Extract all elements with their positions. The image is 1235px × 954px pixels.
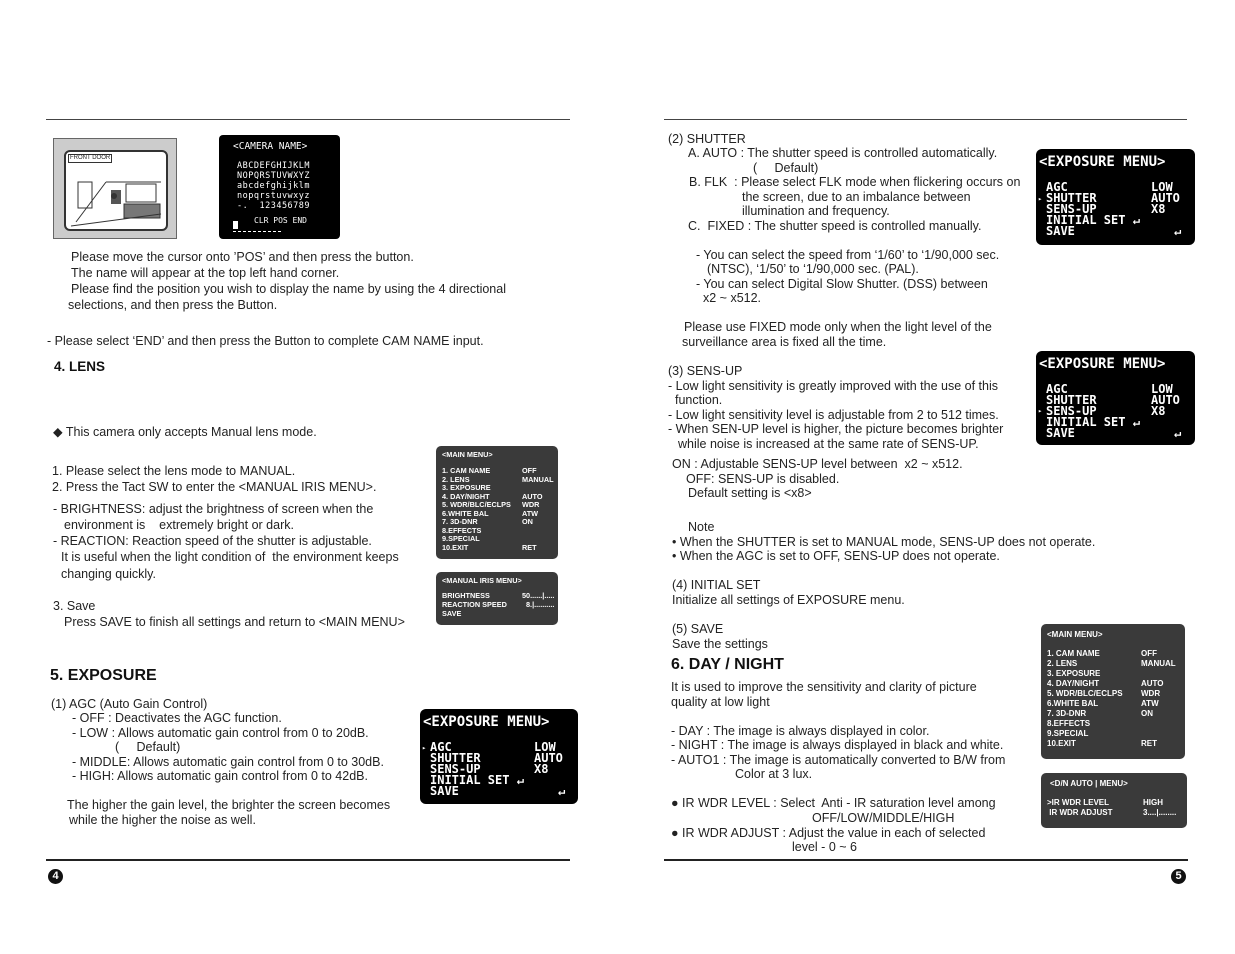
brightness-desc: - BRIGHTNESS: adjust the brightness of screen when the <box>53 502 374 516</box>
menu-item: BRIGHTNESS <box>442 591 490 600</box>
gain-note: The higher the gain level, the brighter the screen becomes <box>67 798 391 812</box>
page-number-left: 4 <box>48 869 63 884</box>
menu-item: 5. WDR/BLC/ECLPS <box>1047 689 1123 698</box>
menu-value: HIGH <box>1143 798 1163 807</box>
daynight-line: - NIGHT : The image is always displayed in black and white. <box>671 738 1004 752</box>
camera-name-title: <CAMERA NAME> <box>233 141 308 152</box>
agc-line: - LOW : Allows automatic gain control from 0 to 20dB. <box>72 726 369 740</box>
right-top-rule <box>664 119 1187 120</box>
cursor-icon: ▸ <box>422 744 427 752</box>
exposure-menu-title: <EXPOSURE MENU> <box>423 714 550 730</box>
menu-value: AUTO <box>534 751 563 765</box>
daynight-line: quality at low light <box>671 695 770 709</box>
menu-value: AUTO <box>1151 191 1180 205</box>
menu-item: SAVE <box>442 608 462 618</box>
menu-item: SAVE <box>1046 426 1075 440</box>
sensup-line: - Low light sensitivity is greatly improved with the use of this <box>668 379 998 393</box>
lens-step: 2. Press the Tact SW to enter the <MANUAL IRIS MENU>. <box>52 480 377 494</box>
agc-line: (1) AGC (Auto Gain Control) <box>51 697 208 711</box>
menu-value: ON <box>522 517 533 526</box>
shutter-line: A. AUTO : The shutter speed is controlled automatically. <box>688 146 998 160</box>
menu-value: AUTO <box>522 491 543 501</box>
shutter-line: - You can select the speed from ‘1/60’ to ‘1/90,000 sec. <box>696 248 1000 262</box>
menu-value: RET <box>522 542 537 552</box>
cam-step: Please move the cursor onto ’POS’ and then press the button. <box>71 250 414 264</box>
menu-item: 6.WHITE BAL <box>442 508 489 518</box>
menu-item: SHUTTER <box>1046 191 1097 205</box>
charset-row: nopqrstuvwxyz <box>237 191 311 201</box>
menu-value: ↵ <box>1174 426 1182 440</box>
save-line: (5) SAVE <box>672 622 724 636</box>
menu-item: 10.EXIT <box>1047 739 1076 748</box>
sensup-line: OFF: SENS-UP is disabled. <box>686 472 840 486</box>
shutter-line: x2 ~ x512. <box>703 291 762 305</box>
menu-item: 10.EXIT <box>442 542 469 552</box>
menu-item: SAVE <box>430 784 459 798</box>
daynight-heading: 6. DAY / NIGHT <box>671 656 784 673</box>
menu-value: AUTO <box>1141 679 1164 688</box>
exposure-heading: 5. EXPOSURE <box>50 667 157 684</box>
menu-item: SENS-UP <box>1046 404 1097 418</box>
shutter-line: C. FIXED : The shutter speed is controlled manually. <box>688 219 982 233</box>
agc-line: - MIDDLE: Allows automatic gain control from 0 to 30dB. <box>72 755 384 769</box>
shutter-line: (2) SHUTTER <box>668 132 746 146</box>
input-underline <box>233 231 281 232</box>
brightness-desc: environment is extremely bright or dark. <box>64 518 294 532</box>
daynight-line: ● IR WDR LEVEL : Select Anti - IR saturation level among <box>671 796 996 810</box>
end-note: - Please select ‘END’ and then press the Button to complete CAM NAME input. <box>47 334 484 348</box>
cursor-icon: ▸ <box>1038 407 1043 415</box>
menu-value: OFF <box>1141 649 1157 658</box>
gain-note: while the higher the noise as well. <box>69 813 256 827</box>
menu-value: 3....|........ <box>1143 808 1177 817</box>
menu-item: AGC <box>1046 180 1068 194</box>
cam-step: Please find the position you wish to display the name by using the 4 directional <box>71 282 506 296</box>
sensup-line: Note <box>688 520 715 534</box>
main-menu-osd-right <box>1041 624 1185 759</box>
save-step: 3. Save <box>53 599 96 613</box>
menu-value: ↵ <box>1174 224 1182 238</box>
menu-item: SENS-UP <box>1046 202 1097 216</box>
sensup-line: function. <box>675 393 723 407</box>
menu-item: 1. CAM NAME <box>1047 649 1100 658</box>
main-menu-title: <MAIN MENU> <box>1047 630 1103 639</box>
charset-row: -. 123456789 <box>237 201 311 211</box>
shutter-line: Please use FIXED mode only when the light level of the <box>684 320 992 334</box>
menu-item: SHUTTER <box>1046 393 1097 407</box>
menu-item: 2. LENS <box>442 474 470 484</box>
right-bottom-rule <box>664 859 1188 861</box>
manual-iris-menu-osd <box>436 572 558 625</box>
sensup-line: Default setting is <x8> <box>688 486 812 500</box>
daynight-line: Color at 3 lux. <box>735 767 813 781</box>
menu-item: IR WDR ADJUST <box>1047 808 1113 817</box>
daynight-line: - AUTO1 : The image is automatically converted to B/W from <box>671 753 1006 767</box>
lens-heading: 4. LENS <box>54 359 106 374</box>
menu-item: SENS-UP <box>430 762 481 776</box>
menu-value: WDR <box>1141 689 1161 698</box>
shutter-line: ( Default) <box>753 161 819 175</box>
shutter-line: - You can select Digital Slow Shutter. (DSS) between <box>696 277 988 291</box>
menu-value: MANUAL <box>1141 659 1176 668</box>
agc-line: - OFF : Deactivates the AGC function. <box>72 711 282 725</box>
menu-value: LOW <box>1151 382 1173 396</box>
menu-value: X8 <box>534 762 549 776</box>
sensup-line: • When the AGC is set to OFF, SENS-UP does not operate. <box>672 549 1000 563</box>
exposure-menu-title: <EXPOSURE MENU> <box>1039 154 1166 170</box>
main-menu-osd <box>436 446 558 559</box>
photo-label: FRONT DOOR <box>70 155 111 161</box>
menu-item: INITIAL SET ↵ <box>430 773 524 787</box>
menu-item: 9.SPECIAL <box>442 534 480 543</box>
shutter-line: (NTSC), ‘1/50’ to ‘1/90,000 sec. (PAL). <box>707 262 919 276</box>
reaction-desc: It is useful when the light condition of the environment keeps <box>61 550 399 564</box>
reaction-desc: - REACTION: Reaction speed of the shutter is adjustable. <box>53 534 372 548</box>
sensup-line: (3) SENS-UP <box>668 364 743 378</box>
menu-item: 6.WHITE BAL <box>1047 699 1099 708</box>
menu-value: OFF <box>522 466 537 475</box>
menu-item: 5. WDR/BLC/ECLPS <box>442 500 511 509</box>
exposure-menu-title: <EXPOSURE MENU> <box>1039 356 1166 372</box>
left-top-rule <box>46 119 570 120</box>
cam-step: The name will appear at the top left hand corner. <box>71 266 340 280</box>
menu-item: >IR WDR LEVEL <box>1047 798 1110 807</box>
sensup-line: • When the SHUTTER is set to MANUAL mode, SENS-UP does not operate. <box>672 535 1096 549</box>
shutter-line: B. FLK : Please select FLK mode when flickering occurs on <box>689 175 1021 189</box>
lens-note: ◆ This camera only accepts Manual lens mode. <box>53 425 317 439</box>
menu-item: 7. 3D-DNR <box>1047 709 1087 718</box>
menu-value: 8.|.......... <box>526 600 555 609</box>
menu-item: 1. CAM NAME <box>442 466 491 475</box>
shutter-line: surveillance area is fixed all the time. <box>682 335 887 349</box>
agc-line: - HIGH: Allows automatic gain control from 0 to 42dB. <box>72 769 368 783</box>
sensup-line: - When SEN-UP level is higher, the picture becomes brighter <box>668 422 1004 436</box>
daynight-line: OFF/LOW/MIDDLE/HIGH <box>812 811 955 825</box>
left-bottom-rule <box>46 859 570 861</box>
menu-item: 8.EFFECTS <box>442 525 482 535</box>
exposure-menu-osd-agc <box>420 709 578 804</box>
charset-row: abcdefghijklm <box>237 181 311 191</box>
cursor-icon: ▸ <box>1038 195 1043 203</box>
sensup-line: - Low light sensitivity level is adjustable from 2 to 512 times. <box>668 408 999 422</box>
menu-item: 3. EXPOSURE <box>442 483 491 492</box>
menu-item: SAVE <box>1046 224 1075 238</box>
save-step: Press SAVE to finish all settings and return to <MAIN MENU> <box>64 615 405 629</box>
menu-value: LOW <box>1151 180 1173 194</box>
daynight-line: level - 0 ~ 6 <box>792 840 857 854</box>
lens-step: 1. Please select the lens mode to MANUAL. <box>52 464 296 478</box>
daynight-line: - DAY : The image is always displayed in color. <box>671 724 930 738</box>
cam-step: selections, and then press the Button. <box>68 298 278 312</box>
charset-row: ABCDEFGHIJKLM <box>237 161 311 171</box>
dn-menu-title: <D/N AUTO | MENU> <box>1050 779 1128 788</box>
sensup-line: ON : Adjustable SENS-UP level between x2 ~ x512. <box>672 457 963 471</box>
initial-line: Initialize all settings of EXPOSURE menu. <box>672 593 905 607</box>
menu-item: INITIAL SET ↵ <box>1046 213 1140 227</box>
main-menu-title: <MAIN MENU> <box>442 450 493 459</box>
menu-value: X8 <box>1151 404 1166 418</box>
menu-value: LOW <box>534 740 556 754</box>
menu-item: AGC <box>1046 382 1068 396</box>
menu-item: 8.EFFECTS <box>1047 719 1091 728</box>
menu-value: 50......|..... <box>522 591 555 600</box>
menu-item: AGC <box>430 740 452 754</box>
menu-item: 9.SPECIAL <box>1047 729 1089 738</box>
reaction-desc: changing quickly. <box>61 567 156 581</box>
menu-value: AUTO <box>1151 393 1180 407</box>
menu-item: 3. EXPOSURE <box>1047 669 1101 678</box>
menu-value: ATW <box>1141 699 1159 708</box>
menu-item: 2. LENS <box>1047 659 1078 668</box>
dn-auto-menu-osd <box>1041 773 1187 828</box>
page-number-right: 5 <box>1171 869 1186 884</box>
charset-row: NOPQRSTUVWXYZ <box>237 171 311 181</box>
menu-value: ON <box>1141 709 1153 718</box>
sensup-line: while noise is increased at the same rate of SENS-UP. <box>678 437 979 451</box>
menu-item: 4. DAY/NIGHT <box>442 491 490 501</box>
initial-line: (4) INITIAL SET <box>672 578 761 592</box>
menu-item: REACTION SPEED <box>442 600 507 609</box>
menu-value: ↵ <box>558 784 566 798</box>
cursor-block <box>233 221 238 229</box>
menu-item: 4. DAY/NIGHT <box>1047 679 1100 688</box>
daynight-line: ● IR WDR ADJUST : Adjust the value in each of selected <box>671 826 986 840</box>
front-door-photo <box>53 138 177 239</box>
camera-name-controls: CLR POS END <box>254 216 307 225</box>
exposure-menu-osd-sensup <box>1036 351 1195 445</box>
menu-item: SHUTTER <box>430 751 481 765</box>
agc-line: ( Default) <box>115 740 181 754</box>
menu-item: 7. 3D-DNR <box>442 517 478 526</box>
daynight-line: It is used to improve the sensitivity and clarity of picture <box>671 680 977 694</box>
menu-value: RET <box>1141 739 1157 748</box>
save-line: Save the settings <box>672 637 768 651</box>
menu-value: MANUAL <box>522 474 554 484</box>
menu-item: INITIAL SET ↵ <box>1046 415 1140 429</box>
shutter-line: the screen, due to an imbalance between <box>742 190 971 204</box>
menu-value: ATW <box>522 508 539 518</box>
menu-value: X8 <box>1151 202 1166 216</box>
exposure-menu-osd-shutter <box>1036 149 1195 245</box>
manual-iris-menu-title: <MANUAL IRIS MENU> <box>442 576 522 585</box>
shutter-line: illumination and frequency. <box>742 204 890 218</box>
menu-value: WDR <box>522 500 540 509</box>
camera-name-osd <box>219 135 340 239</box>
